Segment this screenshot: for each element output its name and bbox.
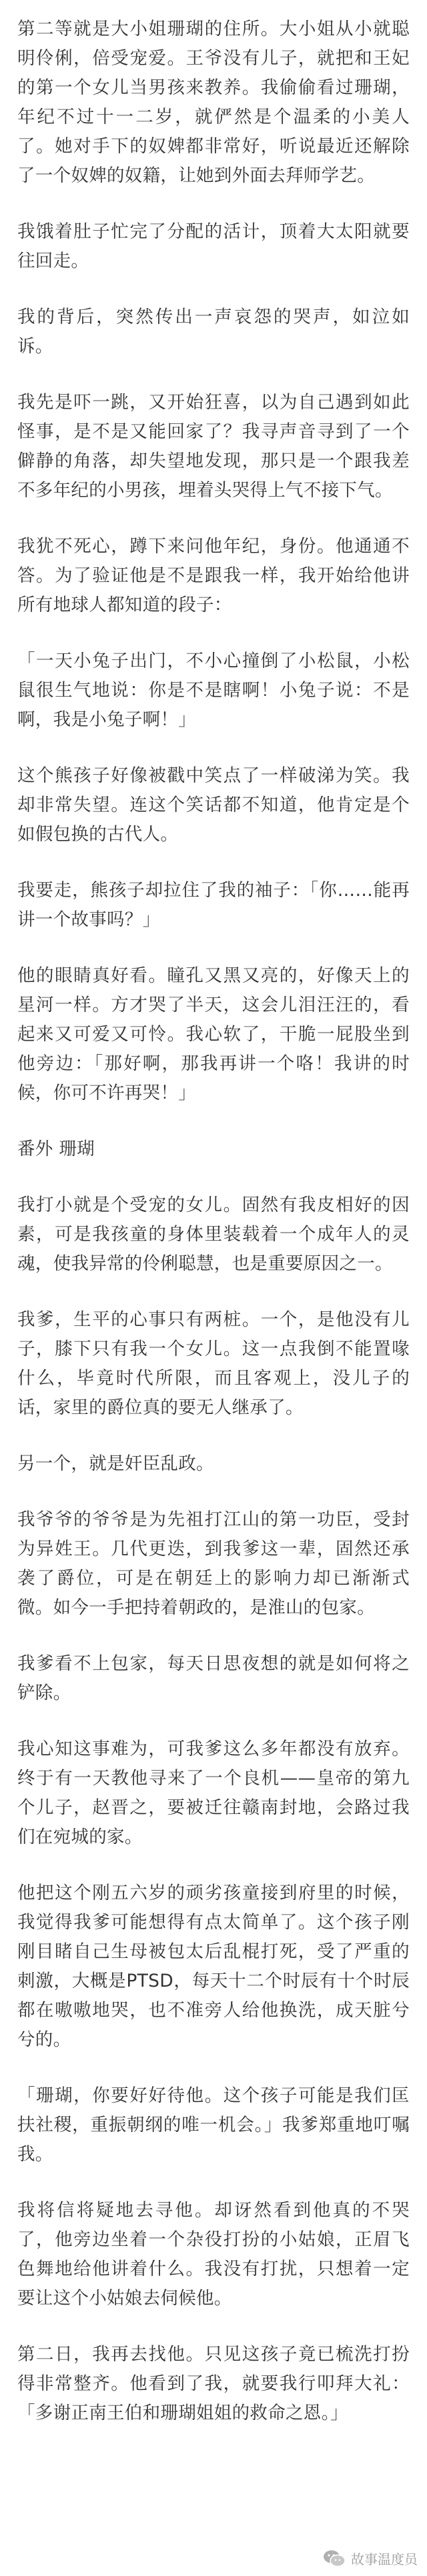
paragraph: 我爷爷的爷爷是为先祖打江山的第一功臣，受封为异姓王。几代更迭，到我爹这一辈，固然还承袭了爵位，可是在朝廷上的影响力却已渐渐式微。如今一手把持着朝政的，是淮山的包家。 [17, 1509, 410, 1618]
paragraph: 我心知这事难为，可我爹这么多年都没有放弃。终于有一天教他寻来了一个良机——皇帝的第九个儿子，赵晋之，要被迁往赣南封地，会路过我们在宛城的家。 [17, 1739, 410, 1847]
paragraph: 我犹不死心，蹲下来问他年纪，身份。他通通不答。为了验证他是不是跟我一样，我开始给他讲所有地球人都知道的段子： [17, 536, 410, 615]
paragraph: 我将信将疑地去寻他。却讶然看到他真的不哭了，他旁边坐着一个杂役打扮的小姑娘，正眉飞色舞地给他讲着什么。我没有打扰，只想着一定要让这个小姑娘去伺候他。 [17, 2200, 410, 2309]
section-heading: 番外 珊瑚 [17, 1139, 95, 1159]
paragraph: 我打小就是个受宠的女儿。固然有我皮相好的因素，可是我孩童的身体里装载着一个成年人的灵魂，使我异常的伶俐聪慧，也是重要原因之一。 [17, 1195, 410, 1274]
quote-paragraph: 「一天小兔子出门，不小心撞倒了小松鼠，小松鼠很生气地说：你是不是瞎啊！小兔子说：不是啊，我是小兔子啊！」 [17, 651, 410, 730]
paragraph: 我要走，熊孩子却拉住了我的袖子：「你……能再讲一个故事吗？」 [17, 880, 410, 930]
watermark [323, 2549, 418, 2568]
paragraph: 我爹看不上包家，每天日思夜想的就是如何将之铲除。 [17, 1653, 410, 1703]
paragraph: 我饿着肚子忙完了分配的活计，顶着大太阳就要往回走。 [17, 221, 410, 271]
paragraph: 第二等就是大小姐珊瑚的住所。大小姐从小就聪明伶俐，倍受宠爱。王爷没有儿子，就把和王妃的第一个女儿当男孩来教养。我偷偷看过珊瑚，年纪不过十一二岁，就俨然是个温柔的小美人了。她对手下的奴婢都非常好，听说最近还解除了一个奴婢的奴籍，让她到外面去拜师学艺。 [17, 19, 410, 186]
wechat-icon [323, 2549, 346, 2568]
watermark-text: 故事温度员 [351, 2551, 418, 2567]
paragraph: 他把这个刚五六岁的顽劣孩童接到府里的时候，我觉得我爹可能想得有点太简单了。这个孩子刚刚目睹自己生母被包太后乱棍打死，受了严重的刺激，大概是PTSD，每天十二个时辰有十个时辰都在嗷嗷地哭，也不准旁人给他换洗，成天脏兮兮的。 [17, 1883, 410, 2050]
paragraph: 我爹，生平的心事只有两桩。一个，是他没有儿子，膝下只有我一个女儿。这一点我倒不能置喙什么，毕竟时代所限，而且客观上，没儿子的话，家里的爵位真的要无人继承了。 [17, 1309, 410, 1418]
paragraph: 我先是吓一跳，又开始狂喜，以为自己遇到如此怪事，是不是又能回家了？我寻声音寻到了一个僻静的角落，却失望地发现，那只是一个跟我差不多年纪的小男孩，埋着头哭得上气不接下气。 [17, 392, 410, 501]
paragraph: 他的眼睛真好看。瞳孔又黑又亮的，好像天上的星河一样。方才哭了半天，这会儿泪汪汪的，看起来又可爱又可怜。我心软了，干脆一屁股坐到他旁边：「那好啊，那我再讲一个咯！我讲的时候，你可不许再哭！」 [17, 965, 410, 1103]
quote-paragraph: 「珊瑚，你要好好待他。这个孩子可能是我们匡扶社稷，重振朝纲的唯一机会。」我爹郑重地叮嘱我。 [17, 2085, 410, 2165]
paragraph: 第二日，我再去找他。只见这孩子竟已梳洗打扮得非常整齐。他看到了我，就要我行叩拜大礼：「多谢正南王伯和珊瑚姐姐的救命之恩。」 [17, 2344, 410, 2423]
paragraph: 另一个，就是奸臣乱政。 [17, 1453, 214, 1474]
paragraph: 我的背后，突然传出一声哀怨的哭声，如泣如诉。 [17, 307, 410, 357]
paragraph: 这个熊孩子好像被戳中笑点了一样破涕为笑。我却非常失望。连这个笑话都不知道，他肯定是个如假包换的古代人。 [17, 765, 410, 845]
